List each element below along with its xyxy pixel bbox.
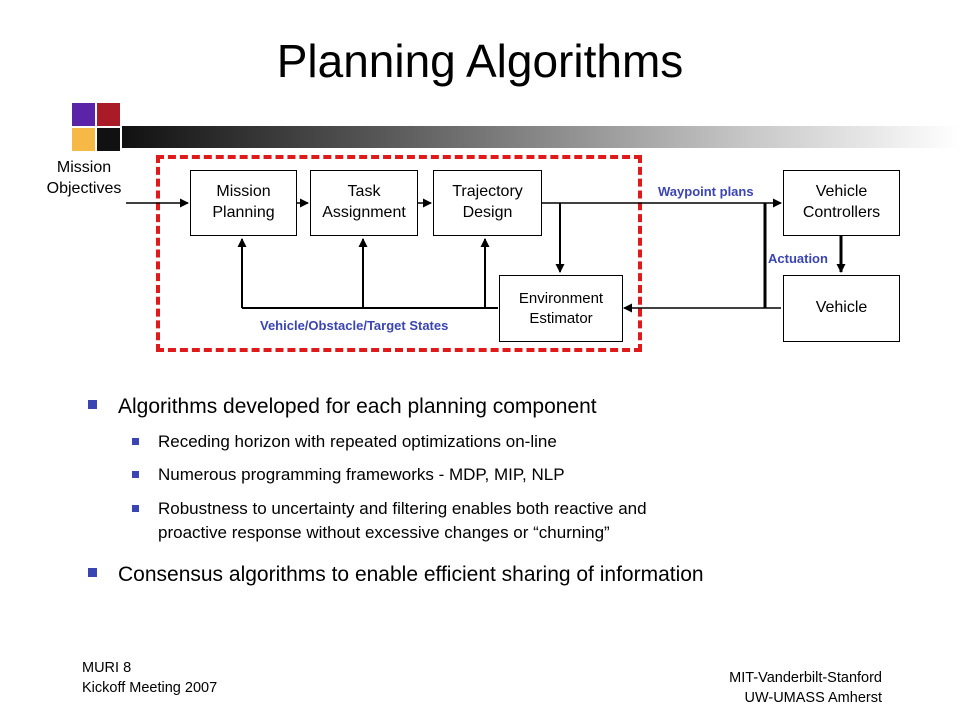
sub-bullet-marker	[132, 438, 139, 445]
vehicle-controllers-line-2: Controllers	[802, 204, 881, 221]
bullet-marker	[88, 568, 97, 577]
task-assignment-line-1: Task	[347, 183, 381, 201]
slide-title: Planning Algorithms	[276, 35, 684, 87]
vehicle-box	[783, 275, 900, 342]
waypoint-plans-label: Waypoint plans	[658, 184, 754, 199]
footer-right-line-1: MIT-Vanderbilt-Stanford	[729, 670, 882, 686]
sub-bullet-marker	[132, 471, 139, 478]
footer-left-line-2: Kickoff Meeting 2007	[82, 680, 218, 697]
sub-bullet-1-text: Receding horizon with repeated optimizations on-line	[158, 432, 557, 451]
environment-estimator-box	[499, 275, 623, 342]
trajectory-design-line-2: Design	[462, 204, 513, 221]
environment-estimator-line-1: Environment	[518, 290, 604, 307]
actuation-label: Actuation	[768, 251, 828, 266]
states-label: Vehicle/Obstacle/Target States	[260, 318, 449, 333]
trajectory-design-line-1: Trajectory	[452, 183, 523, 201]
sub-bullet-3-text-line-2: proactive response without excessive changes or “churning”	[158, 523, 610, 542]
footer-left-line-1: MURI 8	[82, 660, 132, 676]
vehicle-line-1: Vehicle	[815, 299, 868, 317]
footer-left	[82, 658, 217, 699]
mission-objectives-line-2: Objectives	[46, 179, 122, 197]
sub-bullet-2-text: Numerous programming frameworks - MDP, MIP, NLP	[158, 465, 565, 484]
trajectory-design-box	[433, 170, 542, 236]
mission-objectives-label	[34, 158, 134, 200]
mission-objectives-line-1: Mission	[56, 159, 112, 176]
bullet-2-text: Consensus algorithms to enable efficient sharing of information	[118, 563, 704, 586]
task-assignment-line-2: Assignment	[322, 204, 406, 221]
vehicle-controllers-line-1: Vehicle	[815, 183, 868, 201]
sub-bullet-3-text-line-1: Robustness to uncertainty and filtering enables both reactive and	[158, 499, 647, 518]
environment-estimator-line-2: Estimator	[529, 309, 593, 327]
footer-right	[729, 668, 882, 709]
bullet-1-text: Algorithms developed for each planning component	[118, 395, 597, 418]
bullet-marker	[88, 400, 97, 409]
mission-planning-box	[190, 170, 297, 236]
footer-right-line-2: UW-UMASS Amherst	[744, 690, 882, 707]
vehicle-controllers-box	[783, 170, 900, 236]
mission-planning-line-2: Planning	[212, 204, 275, 221]
task-assignment-box	[310, 170, 418, 236]
mission-planning-line-1: Mission	[216, 183, 271, 201]
sub-bullet-marker	[132, 505, 139, 512]
